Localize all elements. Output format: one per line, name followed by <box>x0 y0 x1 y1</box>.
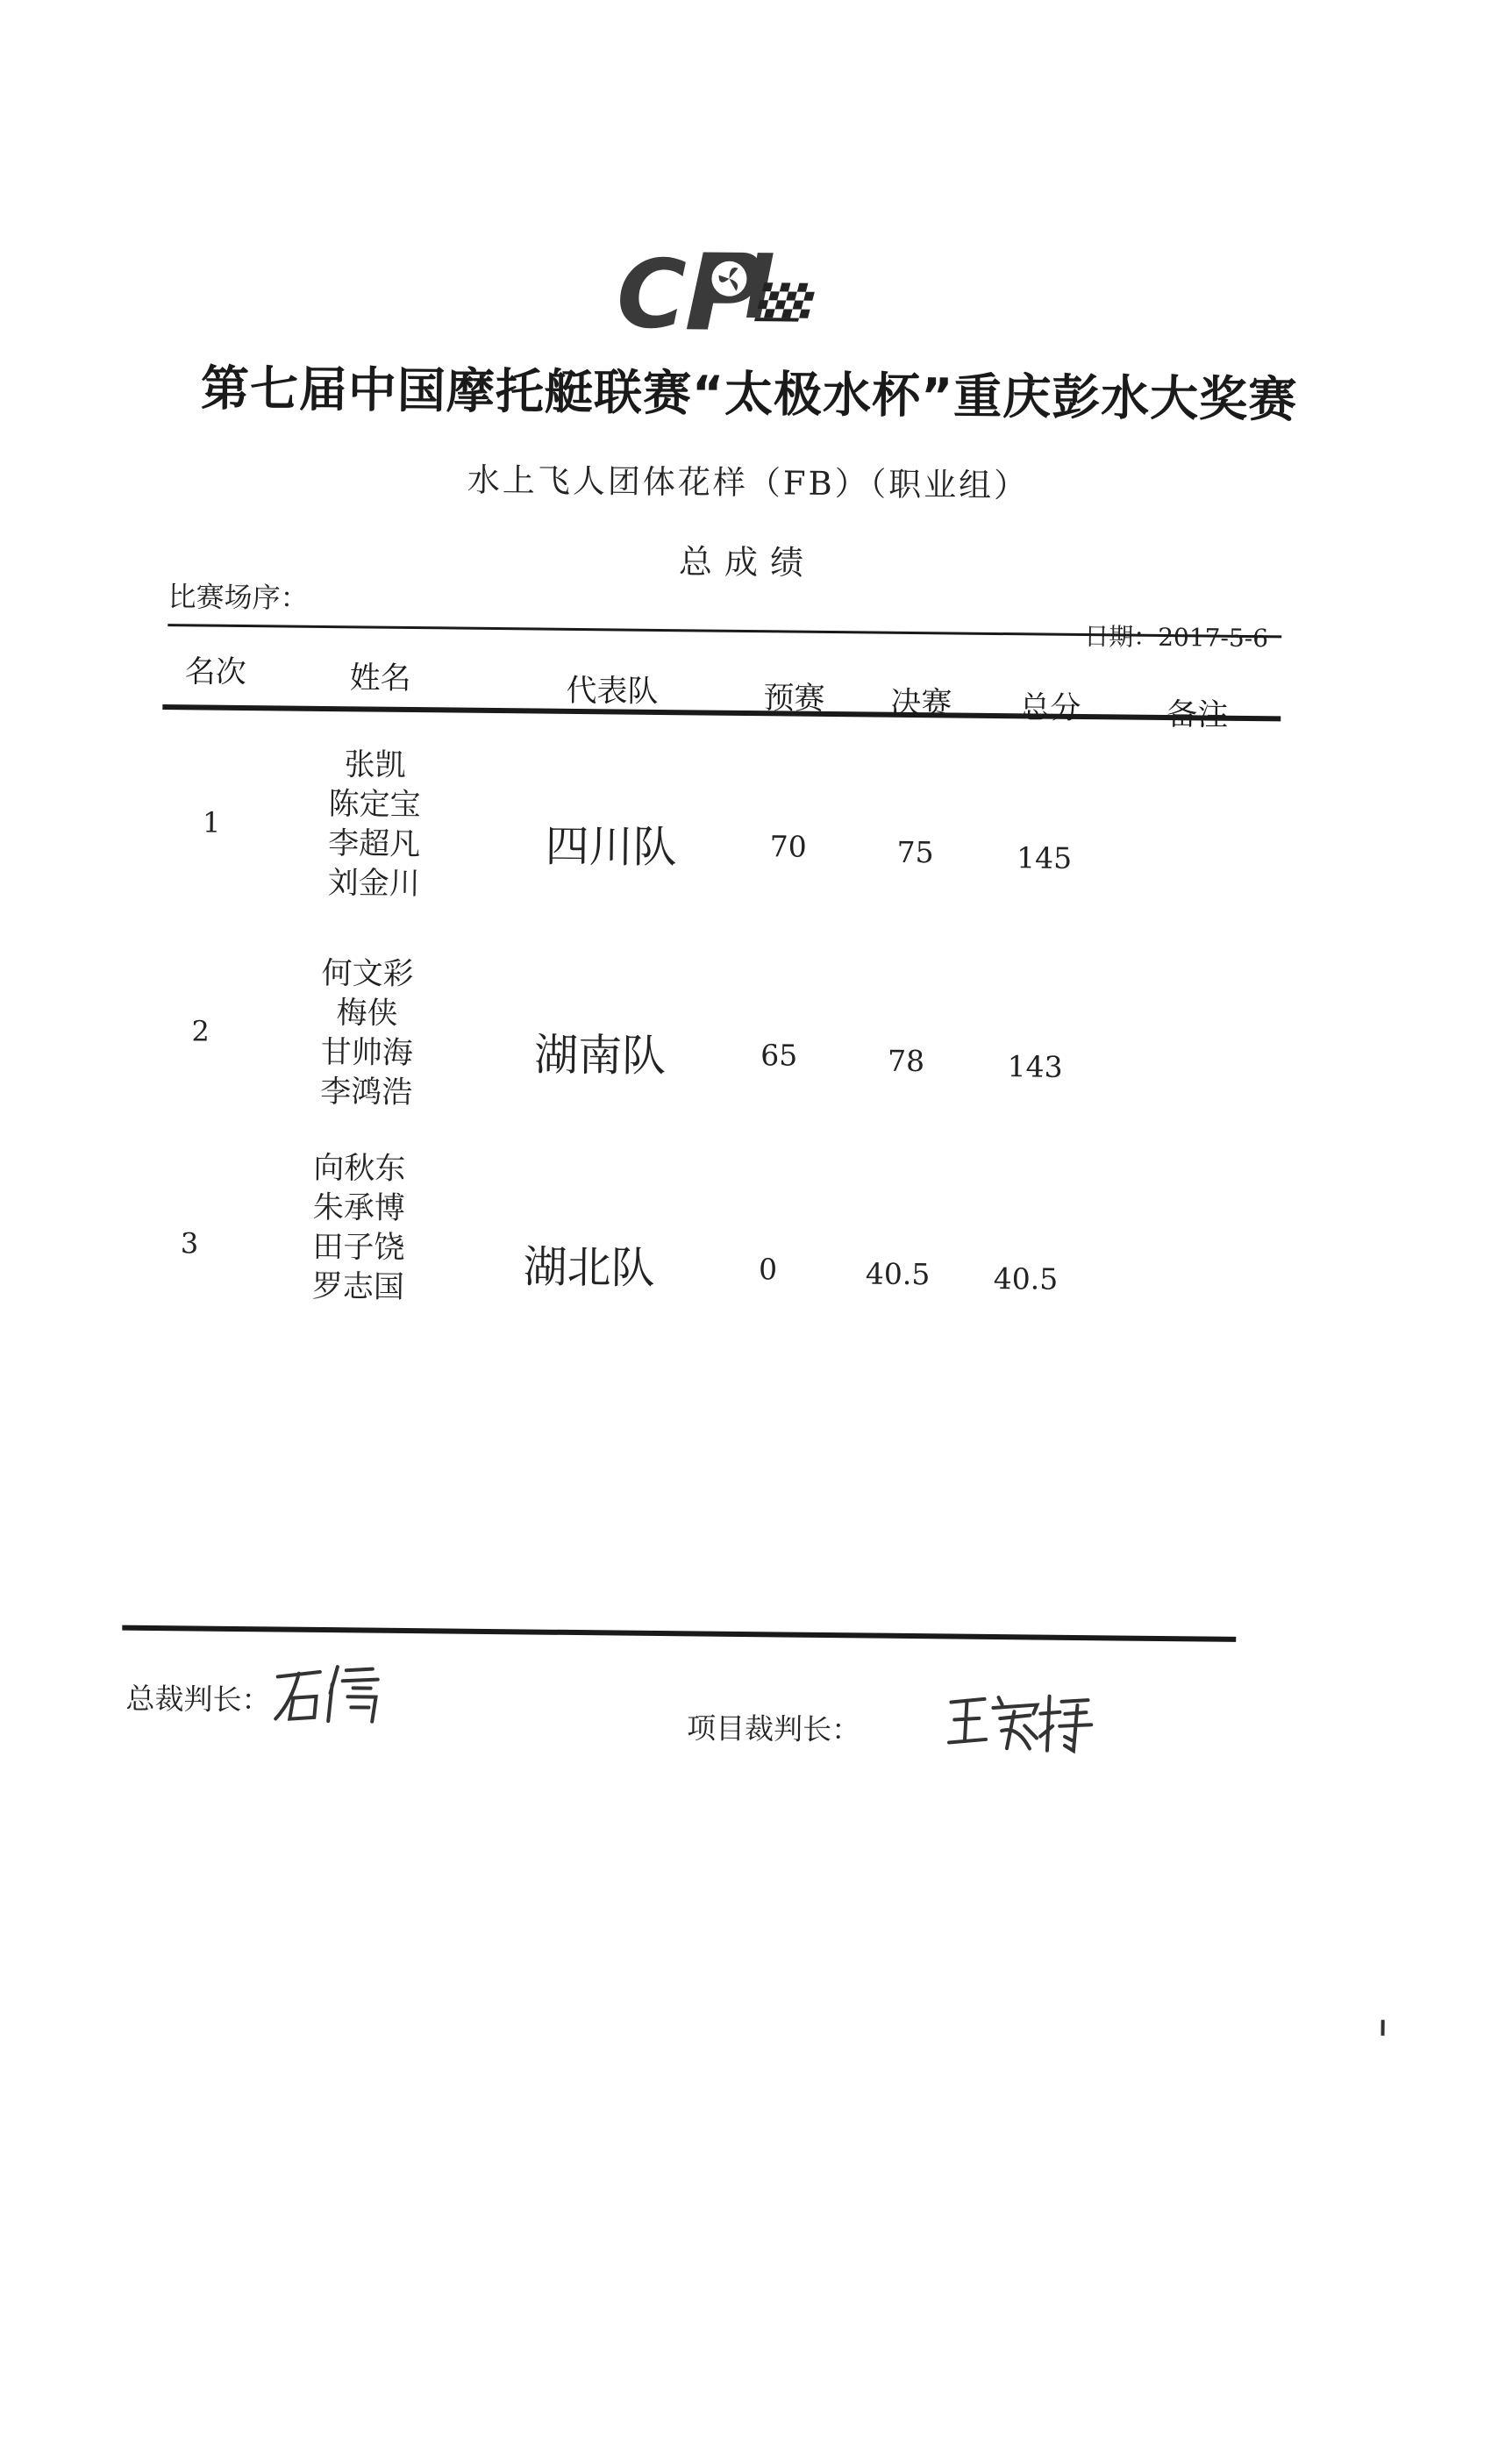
total-score: 145 <box>1016 840 1073 875</box>
venue-label: 比赛场序： <box>168 580 309 615</box>
column-header-name: 姓名 <box>349 661 411 697</box>
event-subtitle: 水上飞人团体花样（FB）（职业组） <box>467 461 1030 505</box>
final-score: 75 <box>896 834 934 870</box>
chief-referee-label: 总裁判长： <box>125 1681 271 1718</box>
chief-referee-signature <box>268 1657 401 1729</box>
prelim-score: 65 <box>760 1038 798 1073</box>
note-cell <box>1128 1051 1251 1052</box>
prelim-score: 70 <box>769 829 807 864</box>
athlete-name: 陈定宝 <box>328 787 421 824</box>
cpl-logo <box>610 235 821 352</box>
athlete-name: 朱承博 <box>312 1189 406 1226</box>
scan-mark <box>1381 2020 1385 2036</box>
event-referee-signature <box>945 1686 1095 1758</box>
column-header-prelim: 预赛 <box>763 681 825 717</box>
final-score: 40.5 <box>865 1256 931 1292</box>
athlete-name: 罗志国 <box>311 1268 405 1305</box>
athlete-name: 张凯 <box>344 747 406 783</box>
column-header-rank: 名次 <box>184 654 246 691</box>
names-cell <box>278 953 455 1113</box>
column-header-total: 总分 <box>1019 690 1081 727</box>
date-label: 日期：2017-5-6 <box>1084 622 1269 653</box>
column-header-team: 代表队 <box>566 673 659 710</box>
athlete-name: 甘帅海 <box>320 1034 413 1072</box>
event-referee-label: 项目裁判长： <box>686 1711 861 1747</box>
note-cell <box>1139 842 1262 843</box>
athlete-name: 梅侠 <box>336 996 398 1032</box>
table-row <box>0 742 1491 968</box>
team-cell: 湖北队 <box>523 1241 655 1294</box>
table-bottom-rule <box>122 1625 1236 1642</box>
athlete-name: 刘金川 <box>327 866 420 903</box>
document-title: 第七届中国摩托艇联赛“太极水杯”重庆彭水大奖赛 <box>200 360 1298 428</box>
team-cell: 湖南队 <box>533 1029 667 1082</box>
rank-cell: 2 <box>191 1014 210 1048</box>
rank-cell: 3 <box>180 1226 199 1261</box>
column-header-final: 决赛 <box>890 685 952 722</box>
table-header-rule <box>162 704 1281 721</box>
column-header-note: 备注 <box>1166 697 1229 733</box>
names-cell <box>270 1148 447 1308</box>
table-row <box>0 951 1488 1177</box>
note-cell <box>1119 1262 1242 1263</box>
svg-text:C: C <box>616 239 688 351</box>
athlete-name: 李鸿浩 <box>320 1074 413 1111</box>
total-score: 40.5 <box>993 1261 1059 1296</box>
team-cell: 四川队 <box>545 820 677 874</box>
final-score: 78 <box>887 1043 925 1079</box>
section-heading: 总成绩 <box>678 542 817 582</box>
total-score: 143 <box>1007 1049 1063 1084</box>
athlete-name: 向秋东 <box>313 1150 406 1187</box>
rank-cell: 1 <box>202 805 221 839</box>
names-cell <box>286 746 463 905</box>
athlete-name: 何文彩 <box>321 955 414 993</box>
prelim-score: 0 <box>758 1252 778 1287</box>
athlete-name: 田子饶 <box>312 1229 405 1266</box>
athlete-name: 李超凡 <box>327 826 421 863</box>
table-row <box>0 1146 1487 1372</box>
